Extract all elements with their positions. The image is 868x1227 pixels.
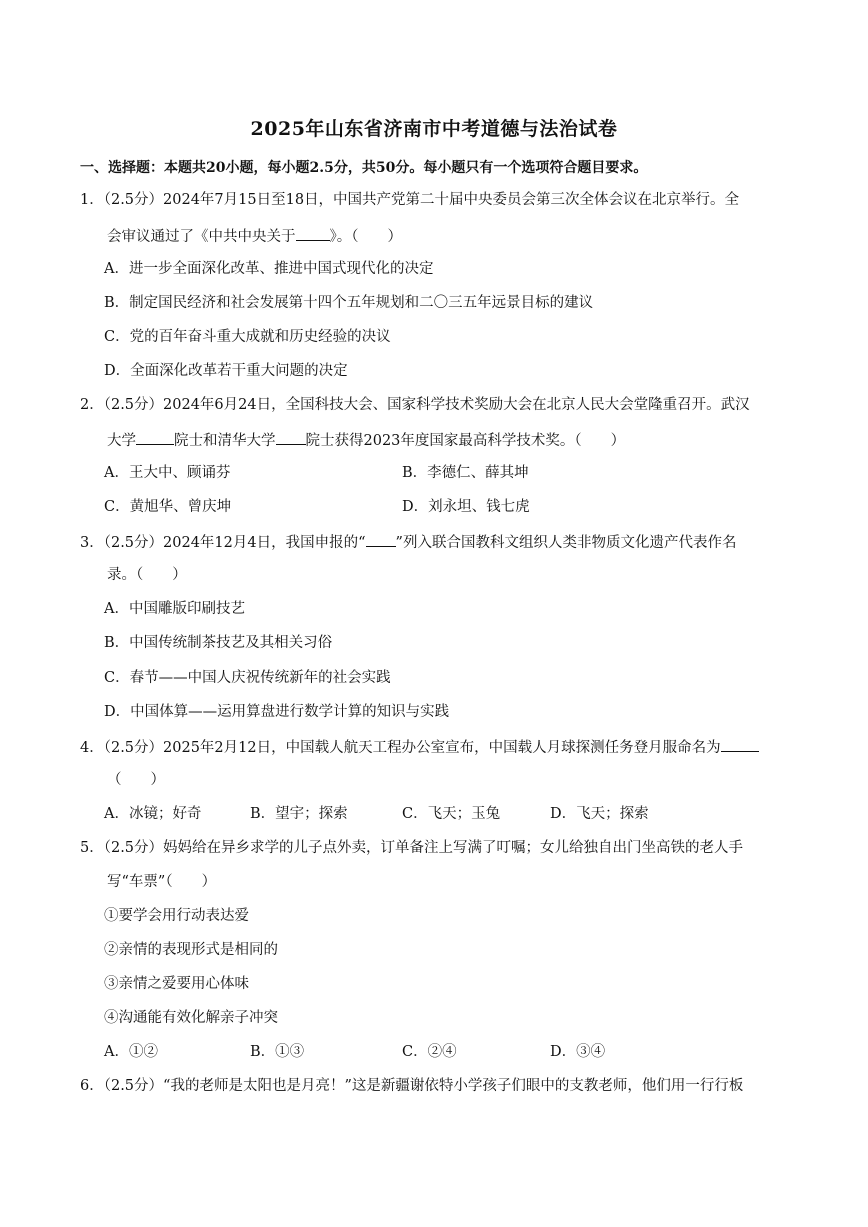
question-2-text: 大学 [107,433,136,449]
question-2-text-mid: 院士和清华大学 [174,433,276,449]
question-5-statement-1: ①要学会用行动表达爱 [104,908,249,924]
question-1-text-end: 》。（ ） [329,229,402,245]
question-4-option-b: B．望宇；探索 [250,806,348,822]
question-5-stem-line2: 写“车票”（ ） [107,874,217,890]
question-3-option-b: B．中国传统制茶技艺及其相关习俗 [104,635,333,651]
question-4-option-a: A．冰镜；好奇 [104,806,202,822]
question-2-stem-line1: 2．（2.5分）2024年6月24日，全国科技大会、国家科学技术奖励大会在北京人民大会堂隆重召开。武汉 [80,397,750,413]
question-2-option-a: A．王大中、顾诵芬 [104,465,231,481]
question-1-text: 会审议通过了《中共中央关于 [107,229,296,245]
question-5-statement-4: ④沟通能有效化解亲子冲突 [104,1010,278,1026]
question-1-stem-line1: 1．（2.5分）2024年7月15日至18日，中国共产党第二十届中央委员会第三次全体会议在北京举行。全 [80,192,740,208]
question-5-option-a: A．①② [104,1044,158,1060]
question-3-option-a: A．中国雕版印刷技艺 [104,601,245,617]
question-4-stem-line2: （ ） [107,772,165,788]
question-1-option-d: D．全面深化改革若干重大问题的决定 [104,363,348,379]
question-2-option-c: C．黄旭华、曾庆坤 [104,499,232,515]
answer-blank [296,225,330,241]
question-5-option-b: B．①③ [250,1044,305,1060]
question-5-stem-line1: 5．（2.5分）妈妈给在异乡求学的儿子点外卖，订单备注上写满了叮嘱；女儿给独自出门坐高铁的老人手 [80,840,744,856]
question-6-stem-line1: 6．（2.5分）“我的老师是太阳也是月亮！”这是新疆谢依特小学孩子们眼中的支教老师，他们用一行行板 [80,1078,744,1094]
answer-blank [276,429,306,445]
answer-blank [366,531,396,547]
question-3-text: 3．（2.5分）2024年12月4日，我国申报的“ [80,535,366,551]
question-3-option-c: C．春节——中国人庆祝传统新年的社会实践 [104,670,391,686]
question-3-stem-line1 [80,531,736,553]
question-4-stem-line1 [80,736,759,758]
question-2-option-d: D．刘永坦、钱七虎 [402,499,530,515]
question-1-option-a: A．进一步全面深化改革、推进中国式现代化的决定 [104,261,434,277]
question-3-text-end: ”列入联合国教科文组织人类非物质文化遗产代表作名 [395,535,737,551]
question-1-stem-line2 [107,225,402,247]
question-3-option-d: D．中国体算——运用算盘进行数学计算的知识与实践 [104,704,450,720]
question-4-text: 4．（2.5分）2025年2月12日，中国载人航天工程办公室宣布，中国载人月球探测任务登月服命名为 [80,740,721,756]
page-title: 2025年山东省济南市中考道德与法治试卷 [250,118,618,140]
question-5-option-c: C．②④ [402,1044,457,1060]
answer-blank [721,736,759,752]
question-3-stem-line2: 录。（ ） [107,567,187,583]
question-2-text-end: 院士获得2023年度国家最高科学技术奖。（ ） [305,433,626,449]
question-2-stem-line2 [107,429,625,451]
section-heading: 一、选择题：本题共20小题，每小题2.5分，共50分。每小题只有一个选项符合题目要求。 [80,160,648,176]
question-4-option-c: C．飞天；玉兔 [402,806,501,822]
question-5-option-d: D．③④ [550,1044,606,1060]
question-5-statement-2: ②亲情的表现形式是相同的 [104,942,278,958]
answer-blank [136,429,174,445]
question-5-statement-3: ③亲情之爱要用心体味 [104,976,249,992]
question-1-option-c: C．党的百年奋斗重大成就和历史经验的决议 [104,329,391,345]
question-2-option-b: B．李德仁、薛其坤 [402,465,529,481]
question-4-option-d: D．飞天；探索 [550,806,649,822]
question-1-option-b: B．制定国民经济和社会发展第十四个五年规划和二〇三五年远景目标的建议 [104,295,594,311]
